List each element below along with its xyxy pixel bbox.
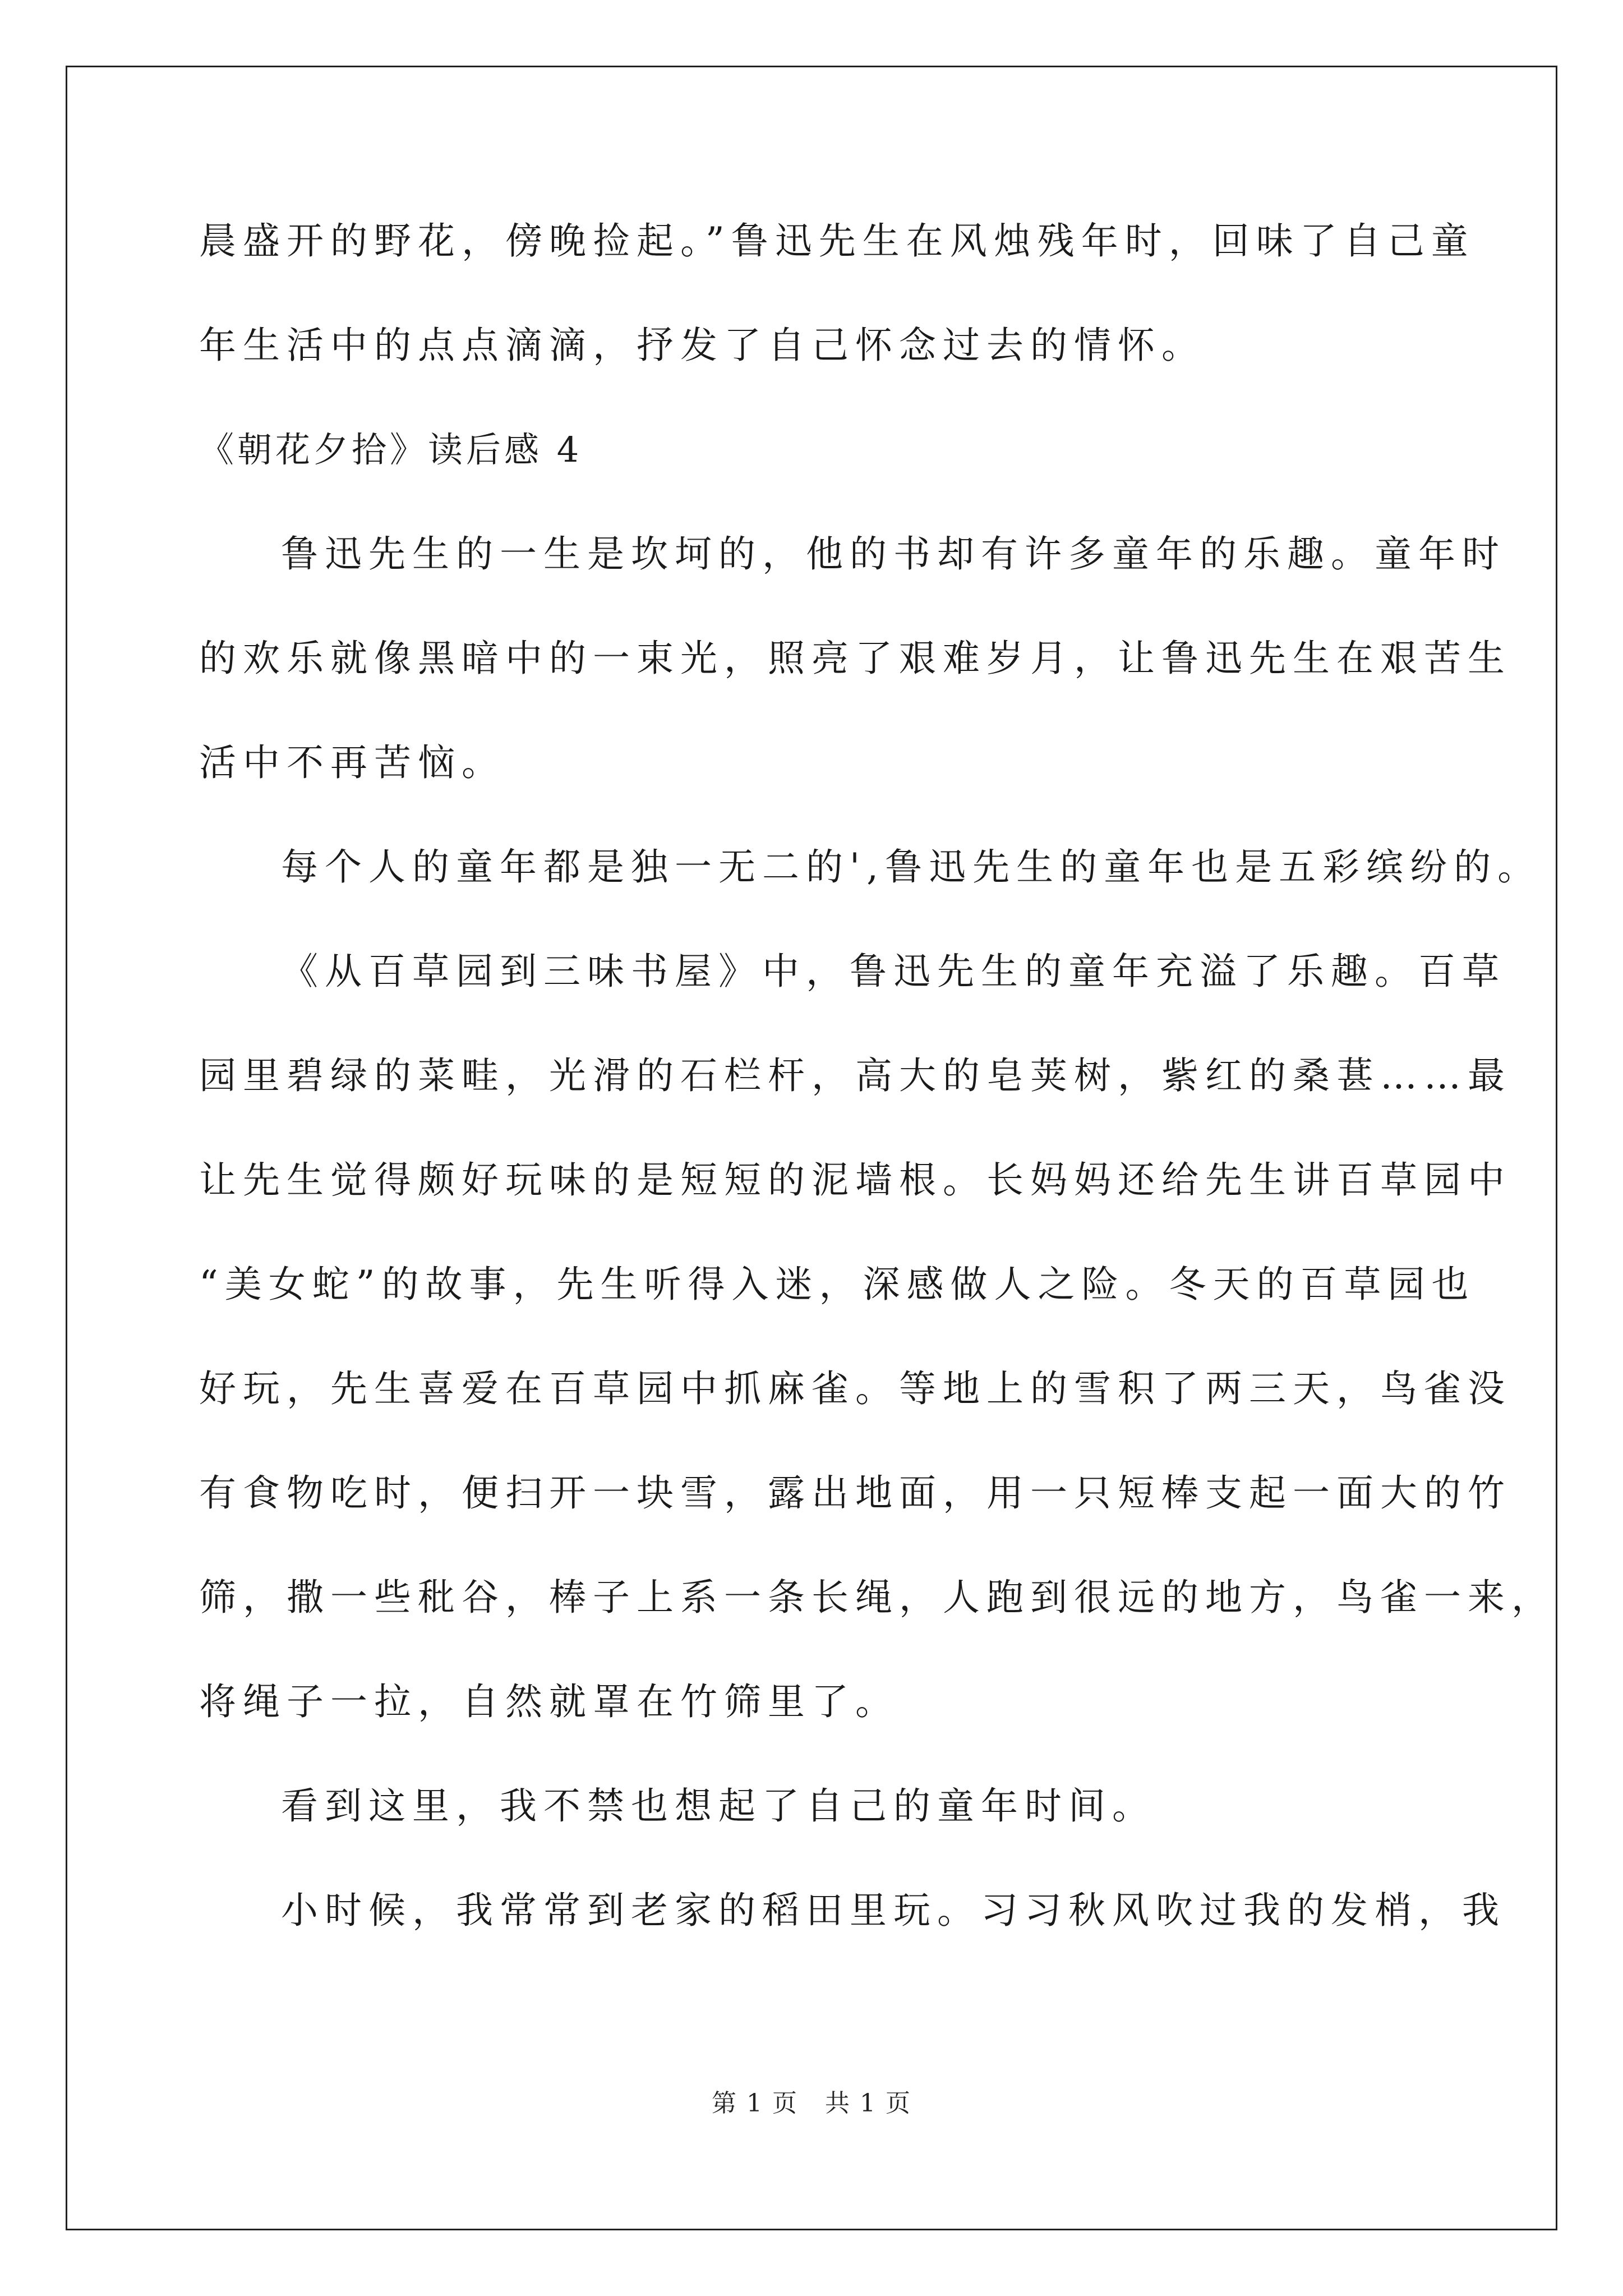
paragraph-start: 看到这里，我不禁也想起了自己的童年时间。 [281, 1784, 1156, 1828]
paragraph-start: 每个人的童年都是独一无二的',鲁迅先生的童年也是五彩缤纷的。 [281, 845, 1542, 889]
paragraph-start: 《从百草园到三味书屋》中，鲁迅先生的童年充溢了乐趣。百草 [281, 950, 1506, 993]
text-line: 有食物吃时，便扫开一块雪，露出地面，用一只短棒支起一面大的竹 [199, 1471, 1511, 1515]
text-line: “美女蛇”的故事，先生听得入迷，深感做人之险。冬天的百草园也 [199, 1263, 1476, 1306]
text-line: 将绳子一拉，自然就罩在竹筛里了。 [199, 1680, 899, 1723]
text-line: 的欢乐就像黑暗中的一束光，照亮了艰难岁月，让鲁迅先生在艰苦生 [199, 637, 1511, 680]
page-footer [0, 2087, 1623, 2120]
text-line: 筛，撒一些秕谷，棒子上系一条长绳，人跑到很远的地方，鸟雀一来， [199, 1576, 1555, 1619]
text-line: 好玩，先生喜爱在百草园中抓麻雀。等地上的雪积了两三天，鸟雀没 [199, 1367, 1511, 1410]
text-line: 晨盛开的野花，傍晚捡起。”鲁迅先生在风烛残年时，回味了自己童 [199, 219, 1475, 263]
paragraph-start: 鲁迅先生的一生是坎坷的，他的书却有许多童年的乐趣。童年时 [281, 532, 1506, 576]
text-line: 年生活中的点点滴滴，抒发了自己怀念过去的情怀。 [199, 324, 1205, 367]
page-total: 共 1 页 [825, 2089, 911, 2118]
text-line: 让先生觉得颇好玩味的是短短的泥墙根。长妈妈还给先生讲百草园中 [199, 1158, 1511, 1202]
text-line: 活中不再苦恼。 [199, 741, 505, 784]
text-line: 园里碧绿的菜畦，光滑的石栏杆，高大的皂荚树，紫红的桑葚……最 [199, 1054, 1511, 1097]
page-number: 第 1 页 [712, 2089, 798, 2118]
paragraph-start: 小时候，我常常到老家的稻田里玩。习习秋风吹过我的发梢，我 [281, 1889, 1506, 1932]
section-heading: 《朝花夕拾》读后感 4 [199, 429, 583, 470]
